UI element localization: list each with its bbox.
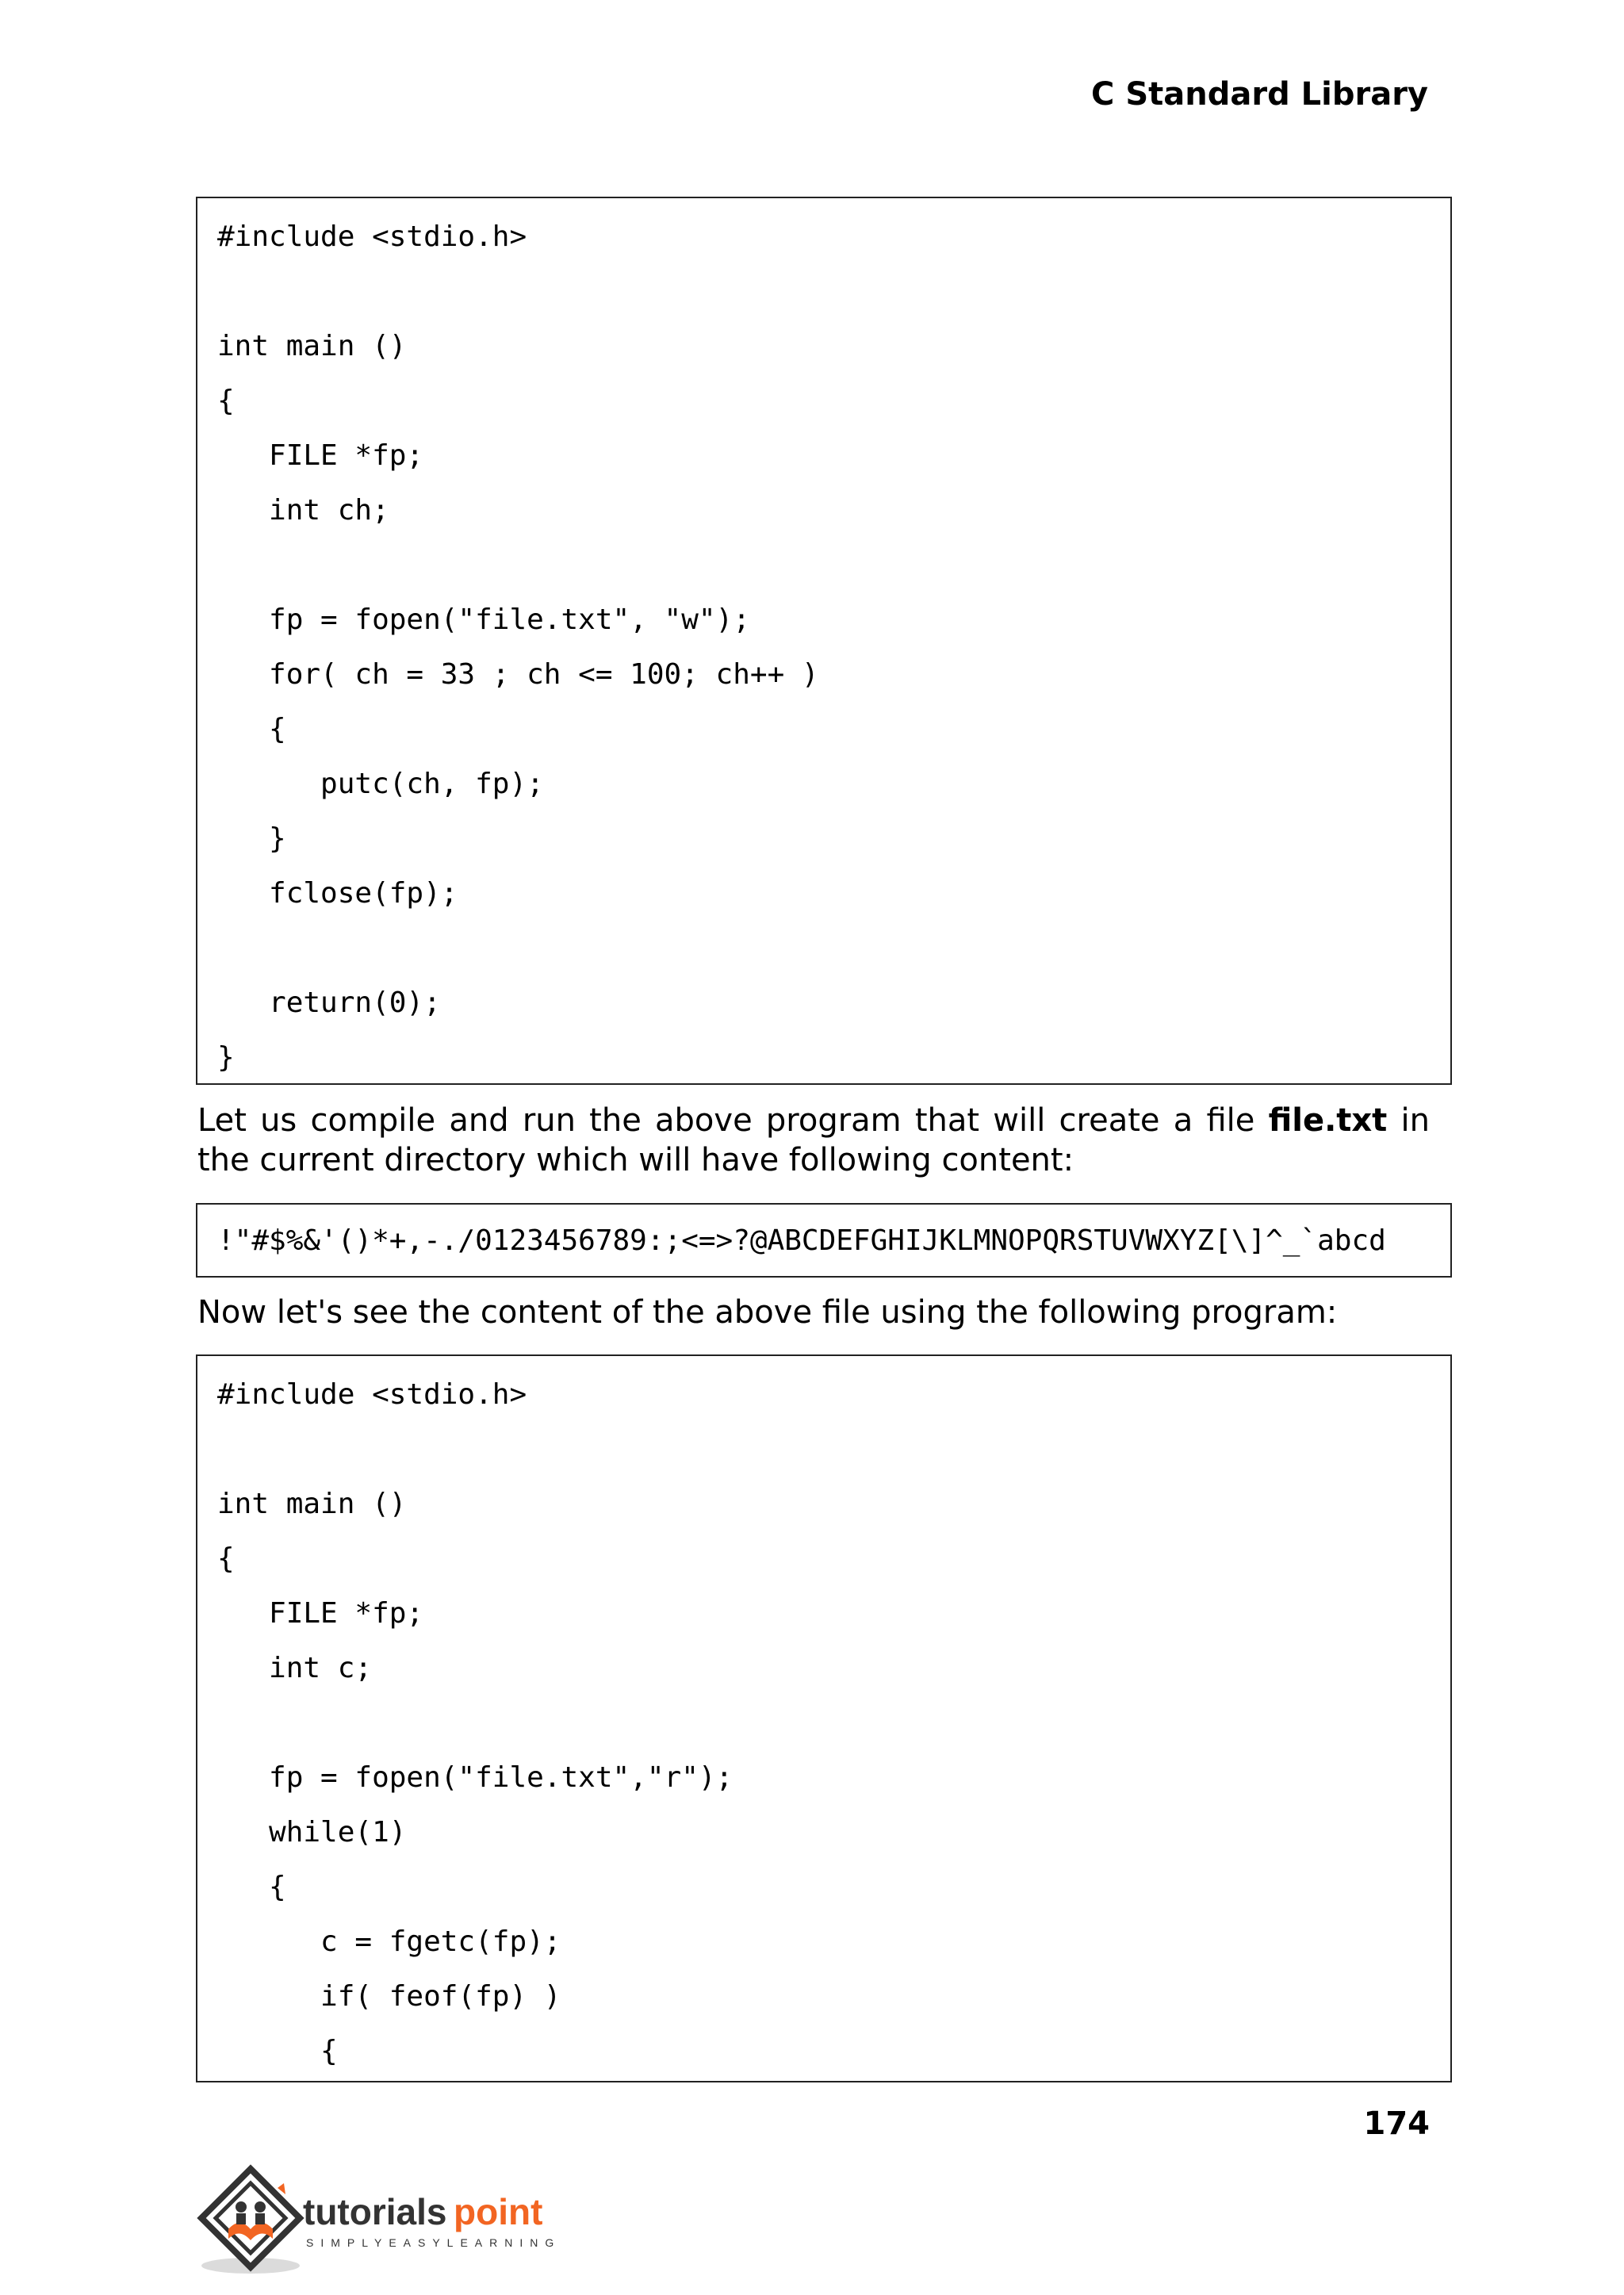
code-line: c = fgetc(fp);: [217, 1925, 561, 1958]
code-line: {: [217, 385, 235, 417]
code-line: {: [217, 713, 286, 745]
paragraph-compile-run: [197, 1101, 1430, 1180]
code-line: FILE *fp;: [217, 439, 424, 472]
page-number: 174: [1363, 2105, 1430, 2142]
output-block: [196, 1203, 1452, 1278]
logo-graphic: [195, 2161, 568, 2280]
code-line: int c;: [217, 1652, 373, 1684]
code-line: putc(ch, fp);: [217, 768, 544, 800]
code-line: {: [217, 1871, 286, 1903]
code-block-write-file: [196, 197, 1452, 1085]
code-line: if( feof(fp) ): [217, 1980, 561, 2013]
code-line: fp = fopen("file.txt", "w");: [217, 603, 750, 636]
logo-text-dark: tutorials: [303, 2191, 447, 2232]
code-line: {: [217, 2035, 338, 2067]
paragraph-text: in the current directory which will have following content:: [197, 1102, 1430, 1178]
paragraph-read-program: Now let's see the content of the above file using the following program:: [197, 1294, 1338, 1331]
tutorialspoint-logo: [195, 2161, 568, 2280]
filename-bold: file.txt: [1268, 1102, 1388, 1139]
code-line: #include <stdio.h>: [217, 220, 527, 253]
code-line: int ch;: [217, 494, 389, 527]
code-line: return(0);: [217, 987, 441, 1019]
code-line: fp = fopen("file.txt","r");: [217, 1761, 733, 1794]
code-line: while(1): [217, 1816, 407, 1849]
output-text: !"#$%&'()*+,-./0123456789:;<=>?@ABCDEFGHIJKLMNOPQRSTUVWXYZ[\]^_`abcd: [217, 1224, 1386, 1257]
paragraph-text: Let us compile and run the above program that will create a file: [197, 1102, 1269, 1139]
code-line: }: [217, 1041, 235, 1074]
code-line: #include <stdio.h>: [217, 1378, 527, 1411]
page-header-title: C Standard Library: [1091, 76, 1428, 113]
logo-text-orange: point: [454, 2191, 543, 2232]
code-line: for( ch = 33 ; ch <= 100; ch++ ): [217, 658, 819, 691]
logo-tagline: SIMPLYEASYLEARNING: [306, 2236, 561, 2249]
code-line: {: [217, 1542, 235, 1575]
code-line: }: [217, 822, 286, 855]
code-line: fclose(fp);: [217, 877, 458, 910]
code-line: int main (): [217, 1488, 407, 1520]
code-line: FILE *fp;: [217, 1597, 424, 1630]
code-line: int main (): [217, 330, 407, 362]
code-block-read-file: [196, 1354, 1452, 2082]
